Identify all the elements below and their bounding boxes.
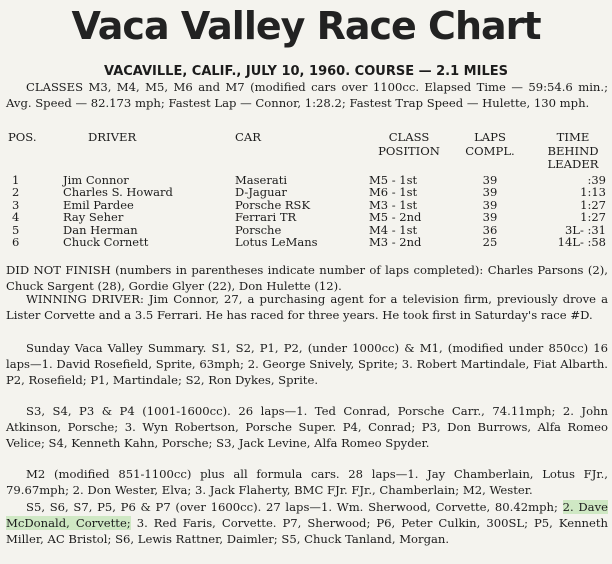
- summary-4-text-after: 3. Red Faris, Corvette. P7, Sherwood; P6, Peter Culkin, 300SL; P5, Kenneth Miller, AC Bristol; S6, Lewis Rattner, Daimler; S5, Chuck Tanland, Morgan.: [6, 515, 608, 546]
- row-class-position: M4 - 1st: [369, 222, 418, 237]
- row-car: Ferrari TR: [235, 210, 297, 225]
- classes-summary: CLASSES M3, M4, M5, M6 and M7 (modified cars over 1100cc. Elapsed Time — 59:54.6 min.; Avg. Speed — 82.173 mph; Fastest Lap — Connor, 1:28.2; Fastest Trap Speed — Hulette, 130 mph.: [6, 80, 608, 110]
- row-class-position: M5 - 2nd: [369, 210, 422, 225]
- row-car: Lotus LeMans: [235, 235, 318, 249]
- page-title: Vaca Valley Race Chart: [71, 4, 541, 48]
- row-time-behind: 14L- :58: [557, 235, 606, 249]
- row-pos: 5: [12, 222, 20, 237]
- row-driver: Chuck Cornett: [63, 235, 149, 249]
- summary-paragraph-3: M2 (modified 851-1100cc) plus all formula cars. 28 laps—1. Jay Chamberlain, Lotus FJr., 79.67mph; 2. Don Wester, Elva; 3. Jack Flaherty, BMC FJr. FJr., Chamberlain; M2, Wester.: [6, 467, 608, 497]
- row-class-position: M5 - 1st: [369, 173, 418, 187]
- row-driver: Ray Seher: [63, 210, 124, 225]
- row-driver: Charles S. Howard: [63, 185, 173, 200]
- winning-driver: WINNING DRIVER: Jim Connor, 27, a purchasing agent for a television firm, previously drove a Lister Corvette and a 3.5 Ferrari. He has raced for three years. He took first in Saturday's race #D.: [6, 292, 608, 322]
- row-pos: 2: [12, 185, 20, 200]
- highlighted-text: 2. Dave McDonald, Corvette;: [6, 500, 608, 530]
- row-driver: Jim Connor: [63, 173, 129, 187]
- header-car: CAR: [235, 130, 261, 144]
- row-laps: 39: [482, 197, 498, 212]
- header-class-position: CLASS POSITION: [378, 130, 440, 158]
- row-laps: 39: [482, 210, 498, 225]
- row-car: Maserati: [235, 173, 287, 187]
- dateline: VACAVILLE, CALIF., JULY 10, 1960. COURSE — 2.1 MILES: [104, 64, 508, 79]
- row-car: D-Jaguar: [235, 185, 287, 200]
- row-class-position: M3 - 1st: [369, 197, 418, 212]
- row-car: Porsche RSK: [235, 197, 311, 212]
- row-time-behind: :39: [587, 173, 606, 187]
- summary-4-text-before: S5, S6, S7, P5, P6 & P7 (over 1600cc). 27 laps—1. Wm. Sherwood, Corvette, 80.42mph;: [26, 500, 563, 514]
- row-driver: Dan Herman: [63, 222, 138, 237]
- row-laps: 39: [482, 185, 498, 200]
- row-class-position: M6 - 1st: [369, 185, 418, 200]
- row-class-position: M3 - 2nd: [369, 235, 422, 249]
- row-time-behind: 3L- :31: [564, 222, 606, 237]
- header-time: TIME BEHIND LEADER: [547, 130, 599, 171]
- summary-paragraph-4: [6, 500, 608, 547]
- row-pos: 1: [12, 173, 20, 187]
- row-pos: 6: [12, 235, 20, 249]
- row-time-behind: 1:27: [580, 197, 606, 212]
- row-car: Porsche: [235, 222, 282, 237]
- row-time-behind: 1:27: [580, 210, 606, 225]
- row-laps: 25: [482, 235, 498, 249]
- did-not-finish: DID NOT FINISH (numbers in parentheses indicate number of laps completed): Charles Parsons (2), Chuck Sargent (28), Gordie Glyer (22), Don Hulette (12).: [6, 263, 608, 293]
- summary-paragraph-2: S3, S4, P3 & P4 (1001-1600cc). 26 laps—1. Ted Conrad, Porsche Carr., 74.11mph; 2. John Atkinson, Porsche; 3. Wyn Robertson, Porsche Super. P4, Conrad; P3, Don Burrows, Alfa Romeo Velice; S4, Kenneth Kahn, Porsche; S3, Jack Levine, Alfa Romeo Spyder.: [6, 404, 608, 450]
- row-laps: 36: [482, 222, 498, 237]
- row-pos: 4: [12, 210, 20, 225]
- row-time-behind: 1:13: [580, 185, 606, 200]
- header-laps: LAPS COMPL.: [465, 130, 515, 158]
- row-laps: 39: [482, 173, 498, 187]
- table-row: [0, 235, 612, 249]
- row-driver: Emil Pardee: [63, 197, 134, 212]
- summary-paragraph-1: Sunday Vaca Valley Summary. S1, S2, P1, P2, (under 1000cc) & M1, (modified under 850cc) 16 laps—1. David Rosefield, Sprite, 63mph; 2. George Snively, Sprite; 3. Robert Martindale, Fiat Albarth. P2, Rosefield; P1, Martindale; S2, Ron Dykes, Sprite.: [6, 341, 608, 387]
- header-pos: POS.: [8, 130, 37, 144]
- header-driver: DRIVER: [88, 130, 137, 144]
- row-pos: 3: [12, 197, 20, 212]
